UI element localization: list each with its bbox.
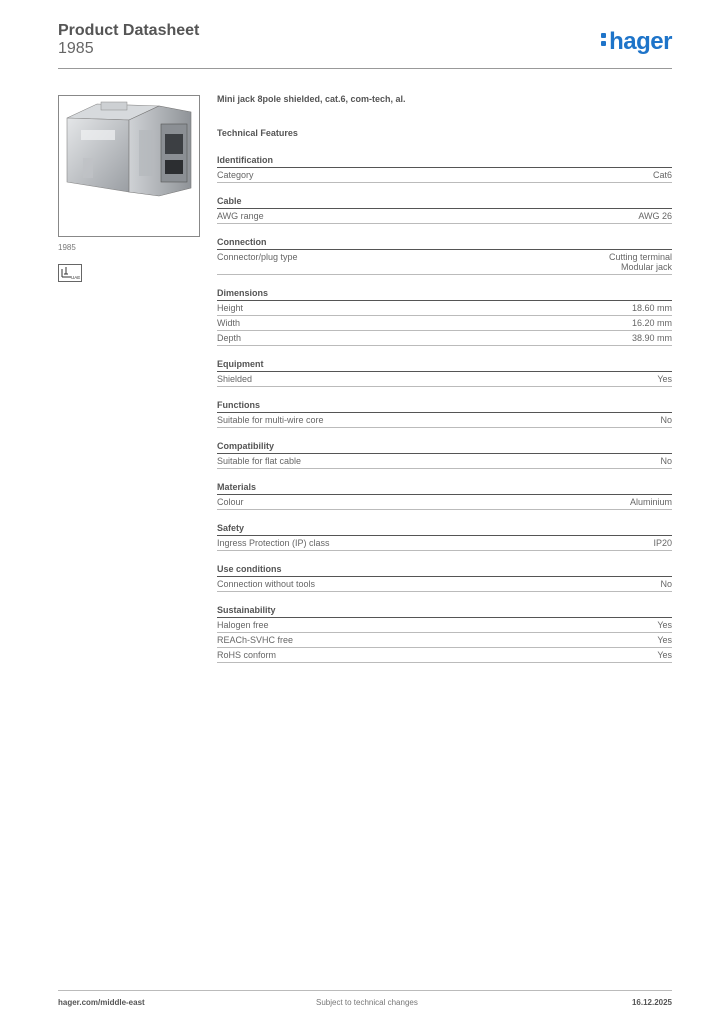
feature-value (657, 620, 672, 630)
feature-value (632, 318, 672, 328)
feature-label: AWG range (217, 211, 264, 221)
feature-value (653, 538, 672, 548)
feature-value-line: AWG 26 (638, 211, 672, 221)
feature-label: Height (217, 303, 244, 313)
feature-label: Ingress Protection (IP) class (217, 538, 330, 548)
feature-value-line: No (660, 456, 672, 466)
feature-row (217, 316, 672, 331)
section-connection (217, 236, 672, 275)
feature-label: Halogen free (217, 620, 269, 630)
section-equipment (217, 358, 672, 387)
feature-row (217, 331, 672, 346)
mini-jack-illustration-icon (59, 96, 199, 236)
feature-value-line: 38.90 mm (631, 333, 672, 343)
feature-row (217, 618, 672, 633)
section-title: Sustainability (217, 604, 672, 618)
logo-dots-icon (601, 30, 606, 49)
section-title: Functions (217, 399, 672, 413)
image-caption: 1985 (58, 243, 76, 252)
feature-value-line: Yes (657, 374, 672, 384)
section-sustainability (217, 604, 672, 663)
logo-text: hager (609, 28, 672, 55)
product-image (58, 95, 200, 237)
feature-value-line: Yes (657, 635, 672, 645)
feature-value (630, 497, 672, 507)
feature-label: Depth (217, 333, 242, 343)
feature-row (217, 536, 672, 551)
section-title: Equipment (217, 358, 672, 372)
feature-value (632, 303, 672, 313)
section-dimensions (217, 287, 672, 346)
feature-label: Category (217, 170, 254, 180)
feature-value (653, 170, 672, 180)
feature-value-line: No (660, 579, 672, 589)
hager-logo (601, 28, 672, 56)
footer-notice: Subject to technical changes (316, 998, 418, 1007)
product-name: Mini jack 8pole shielded, cat.6, com-tech, al. (217, 94, 406, 104)
section-use-conditions (217, 563, 672, 592)
feature-label: Colour (217, 497, 244, 507)
feature-label: RoHS conform (217, 650, 277, 660)
section-compatibility (217, 440, 672, 469)
section-title: Materials (217, 481, 672, 495)
section-title: Connection (217, 236, 672, 250)
feature-value-line: IP20 (653, 538, 672, 548)
feature-value-line: Yes (657, 620, 672, 630)
feature-label: Suitable for flat cable (217, 456, 302, 466)
feature-label: Suitable for multi-wire core (217, 415, 324, 425)
footer-website-link[interactable]: hager.com/middle-east (58, 998, 145, 1007)
footer-divider (58, 990, 672, 991)
section-title: Use conditions (217, 563, 672, 577)
feature-row (217, 495, 672, 510)
feature-row (217, 577, 672, 592)
section-title: Compatibility (217, 440, 672, 454)
feature-value-line: No (660, 415, 672, 425)
feature-value (632, 333, 672, 343)
shielded-earth-icon (58, 264, 82, 282)
feature-label: REACh-SVHC free (217, 635, 294, 645)
feature-value (660, 579, 672, 589)
feature-row (217, 301, 672, 316)
feature-label: Width (217, 318, 241, 328)
feature-value-line: 18.60 mm (631, 303, 672, 313)
article-number: 1985 (58, 40, 94, 57)
feature-value-line: 16.20 mm (631, 318, 672, 328)
feature-row (217, 648, 672, 663)
feature-value (660, 456, 672, 466)
section-materials (217, 481, 672, 510)
section-cable (217, 195, 672, 224)
feature-value (638, 211, 672, 221)
feature-row (217, 250, 672, 275)
feature-row (217, 454, 672, 469)
feature-row (217, 372, 672, 387)
section-title: Cable (217, 195, 672, 209)
feature-value (657, 374, 672, 384)
section-safety (217, 522, 672, 551)
header-divider (58, 68, 672, 69)
feature-value-line: Yes (657, 650, 672, 660)
section-title: Safety (217, 522, 672, 536)
feature-sections (217, 154, 672, 663)
section-identification (217, 154, 672, 183)
feature-row (217, 633, 672, 648)
technical-content (217, 94, 672, 663)
feature-value-line: Modular jack (620, 262, 672, 272)
feature-label: Shielded (217, 374, 253, 384)
feature-label: Connector/plug type (217, 252, 298, 262)
feature-value-line: Aluminium (629, 497, 672, 507)
page-header (58, 22, 672, 70)
feature-row (217, 168, 672, 183)
feature-row (217, 209, 672, 224)
feature-value (609, 252, 672, 272)
svg-text:UAE: UAE (71, 275, 81, 280)
feature-value-line: Cat6 (652, 170, 672, 180)
feature-label: Connection without tools (217, 579, 316, 589)
feature-row (217, 413, 672, 428)
section-title: Identification (217, 154, 672, 168)
section-title: Dimensions (217, 287, 672, 301)
technical-features-heading: Technical Features (217, 128, 298, 138)
section-functions (217, 399, 672, 428)
feature-value (660, 415, 672, 425)
footer-date: 16.12.2025 (631, 998, 672, 1007)
feature-value (657, 650, 672, 660)
feature-value (657, 635, 672, 645)
feature-value-line: Cutting terminal (608, 252, 672, 262)
page-title: Product Datasheet (58, 22, 200, 39)
